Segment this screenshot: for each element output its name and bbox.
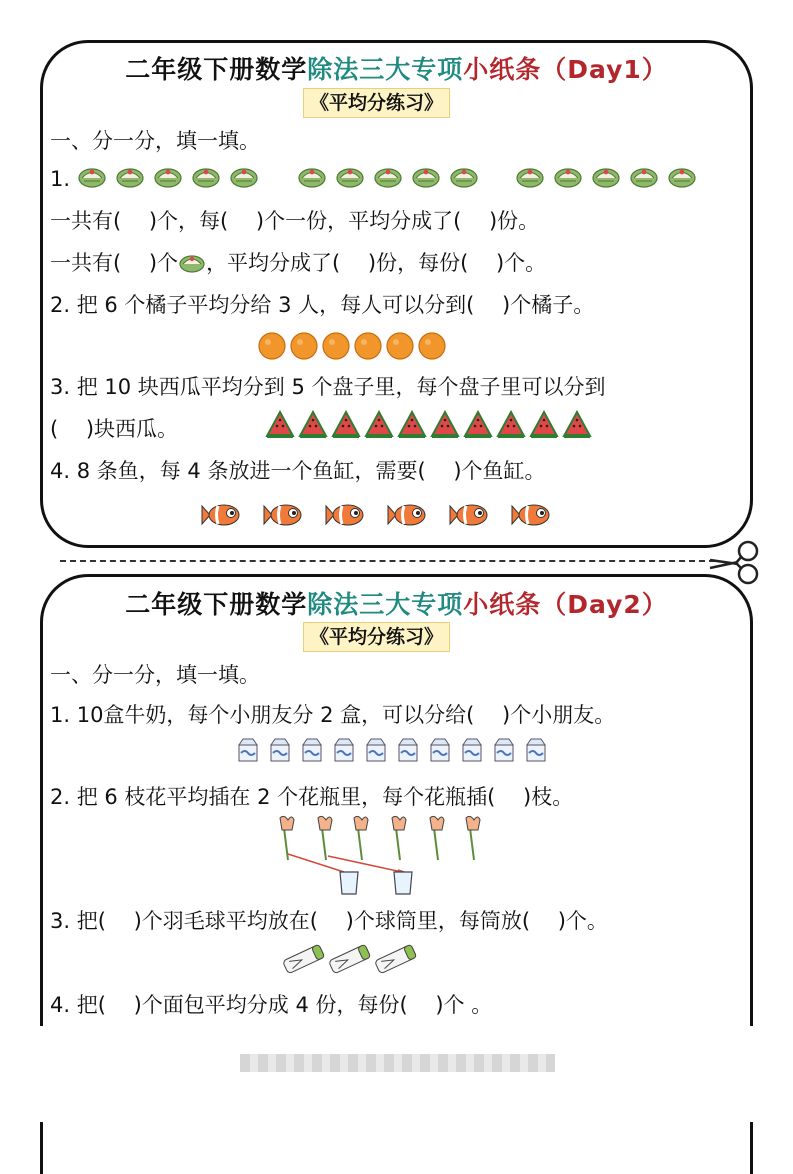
milk-carton-icon xyxy=(463,739,481,761)
zongzi-icon-row xyxy=(78,164,698,192)
day2-subtitle: 《平均分练习》 xyxy=(303,622,450,652)
orange-icon xyxy=(419,333,445,359)
day1-q1-line1: 一共有( )个，每( )个一份，平均分成了( )份。 xyxy=(50,209,540,233)
day1-title xyxy=(0,50,793,86)
watermelon-slice-icon xyxy=(267,412,293,436)
day2-title xyxy=(0,585,793,621)
zongzi-icon xyxy=(178,251,206,273)
orange-icon xyxy=(323,333,349,359)
milk-carton-icon xyxy=(335,739,353,761)
zongzi-icon xyxy=(337,169,363,187)
day2-q2: 2. 把 6 枝花平均插在 2 个花瓶里，每个花瓶插( )枝。 xyxy=(50,785,574,809)
zongzi-icon xyxy=(593,169,619,187)
milk-carton-icon xyxy=(367,739,385,761)
watermelon-slice-icon xyxy=(432,412,458,436)
zongzi-icon xyxy=(555,169,581,187)
day1-title-topic: 除法三大专项 xyxy=(307,55,464,84)
tulip-icon xyxy=(280,816,294,860)
orange-icon xyxy=(259,333,285,359)
shuttlecock-tube-icon xyxy=(282,944,324,974)
milk-carton-icon xyxy=(239,739,257,761)
day1-q3-line2: ( )块西瓜。 xyxy=(50,417,179,441)
clownfish-icon xyxy=(512,505,549,525)
watermelon-slice-icon xyxy=(564,412,590,436)
tulip-icon xyxy=(466,816,480,860)
zongzi-icon xyxy=(451,169,477,187)
day1-q1-number: 1. xyxy=(50,167,71,191)
day1-q4: 4. 8 条鱼，每 4 条放进一个鱼缸，需要( )个鱼缸。 xyxy=(50,459,546,483)
watermelon-slice-icon xyxy=(498,412,524,436)
zongzi-icon xyxy=(117,169,143,187)
zongzi-icon xyxy=(193,169,219,187)
zongzi-icon xyxy=(79,169,105,187)
watermelon-slice-icon xyxy=(465,412,491,436)
tulip-icon xyxy=(430,816,444,860)
zongzi-icon xyxy=(155,169,181,187)
milk-carton-icon xyxy=(495,739,513,761)
orange-icon xyxy=(355,333,381,359)
milk-carton-icon xyxy=(271,739,289,761)
zongzi-icon xyxy=(669,169,695,187)
day2-title-topic: 除法三大专项 xyxy=(307,590,464,619)
day2-q1: 1. 10盒牛奶，每个小朋友分 2 盒，可以分给( )个小朋友。 xyxy=(50,703,616,727)
day1-title-grade: 二年级下册数学 xyxy=(125,55,308,84)
vase-icon xyxy=(340,872,358,894)
day1-q2: 2. 把 6 个橘子平均分给 3 人，每人可以分到( )个橘子。 xyxy=(50,293,595,317)
tulip-icon xyxy=(354,816,368,860)
day2-title-grade: 二年级下册数学 xyxy=(125,590,308,619)
zongzi-icon xyxy=(231,169,257,187)
day2-q4: 4. 把( )个面包平均分成 4 份，每份( )个 。 xyxy=(50,993,493,1017)
day1-q1-line2 xyxy=(50,248,546,278)
page-bottom-area xyxy=(36,1026,758,1122)
cut-line xyxy=(60,560,715,562)
watermelon-slice-icon xyxy=(366,412,392,436)
milk-carton-icon xyxy=(431,739,449,761)
day2-title-day: （Day2） xyxy=(541,590,668,619)
zongzi-icon xyxy=(299,169,325,187)
vase-icon xyxy=(394,872,412,894)
orange-icon-row xyxy=(258,332,448,362)
tulip-icon xyxy=(318,816,332,860)
milk-carton-icon xyxy=(399,739,417,761)
watermelon-slice-icon xyxy=(399,412,425,436)
blurred-footer xyxy=(240,1054,555,1072)
orange-icon xyxy=(387,333,413,359)
day2-section-heading: 一、分一分，填一填。 xyxy=(50,663,260,687)
fish-icon-row xyxy=(200,500,552,530)
day2-title-slip: 小纸条 xyxy=(463,590,542,619)
milk-carton-icon xyxy=(303,739,321,761)
day1-subtitle: 《平均分练习》 xyxy=(303,88,450,118)
day1-title-day: （Day1） xyxy=(541,55,668,84)
clownfish-icon xyxy=(388,505,425,525)
zongzi-icon xyxy=(413,169,439,187)
zongzi-icon xyxy=(517,169,543,187)
day2-q3: 3. 把( )个羽毛球平均放在( )个球筒里，每筒放( )个。 xyxy=(50,909,608,933)
day1-q1-line2-end: ，平均分成了( )份，每份( )个。 xyxy=(206,251,547,275)
tulip-icon xyxy=(392,816,406,860)
day1-q3-line1: 3. 把 10 块西瓜平均分到 5 个盘子里，每个盘子里可以分到 xyxy=(50,375,606,399)
shuttlecock-tube-icon-row xyxy=(280,942,422,978)
day1-q1-line2-start: 一共有( )个 xyxy=(50,251,179,275)
shuttlecock-tube-icon xyxy=(328,944,370,974)
clownfish-icon xyxy=(264,505,301,525)
milk-icon-row xyxy=(236,737,548,763)
flower-vase-illustration xyxy=(270,814,490,898)
clownfish-icon xyxy=(326,505,363,525)
zongzi-icon xyxy=(375,169,401,187)
milk-carton-icon xyxy=(527,739,545,761)
orange-icon xyxy=(291,333,317,359)
watermelon-slice-icon xyxy=(531,412,557,436)
shuttlecock-tube-icon xyxy=(374,944,416,974)
watermelon-slice-icon xyxy=(333,412,359,436)
watermelon-icon-row xyxy=(265,410,592,440)
clownfish-icon xyxy=(202,505,239,525)
day1-section-heading: 一、分一分，填一填。 xyxy=(50,129,260,153)
zongzi-icon xyxy=(631,169,657,187)
clownfish-icon xyxy=(450,505,487,525)
day1-title-slip: 小纸条 xyxy=(463,55,542,84)
watermelon-slice-icon xyxy=(300,412,326,436)
